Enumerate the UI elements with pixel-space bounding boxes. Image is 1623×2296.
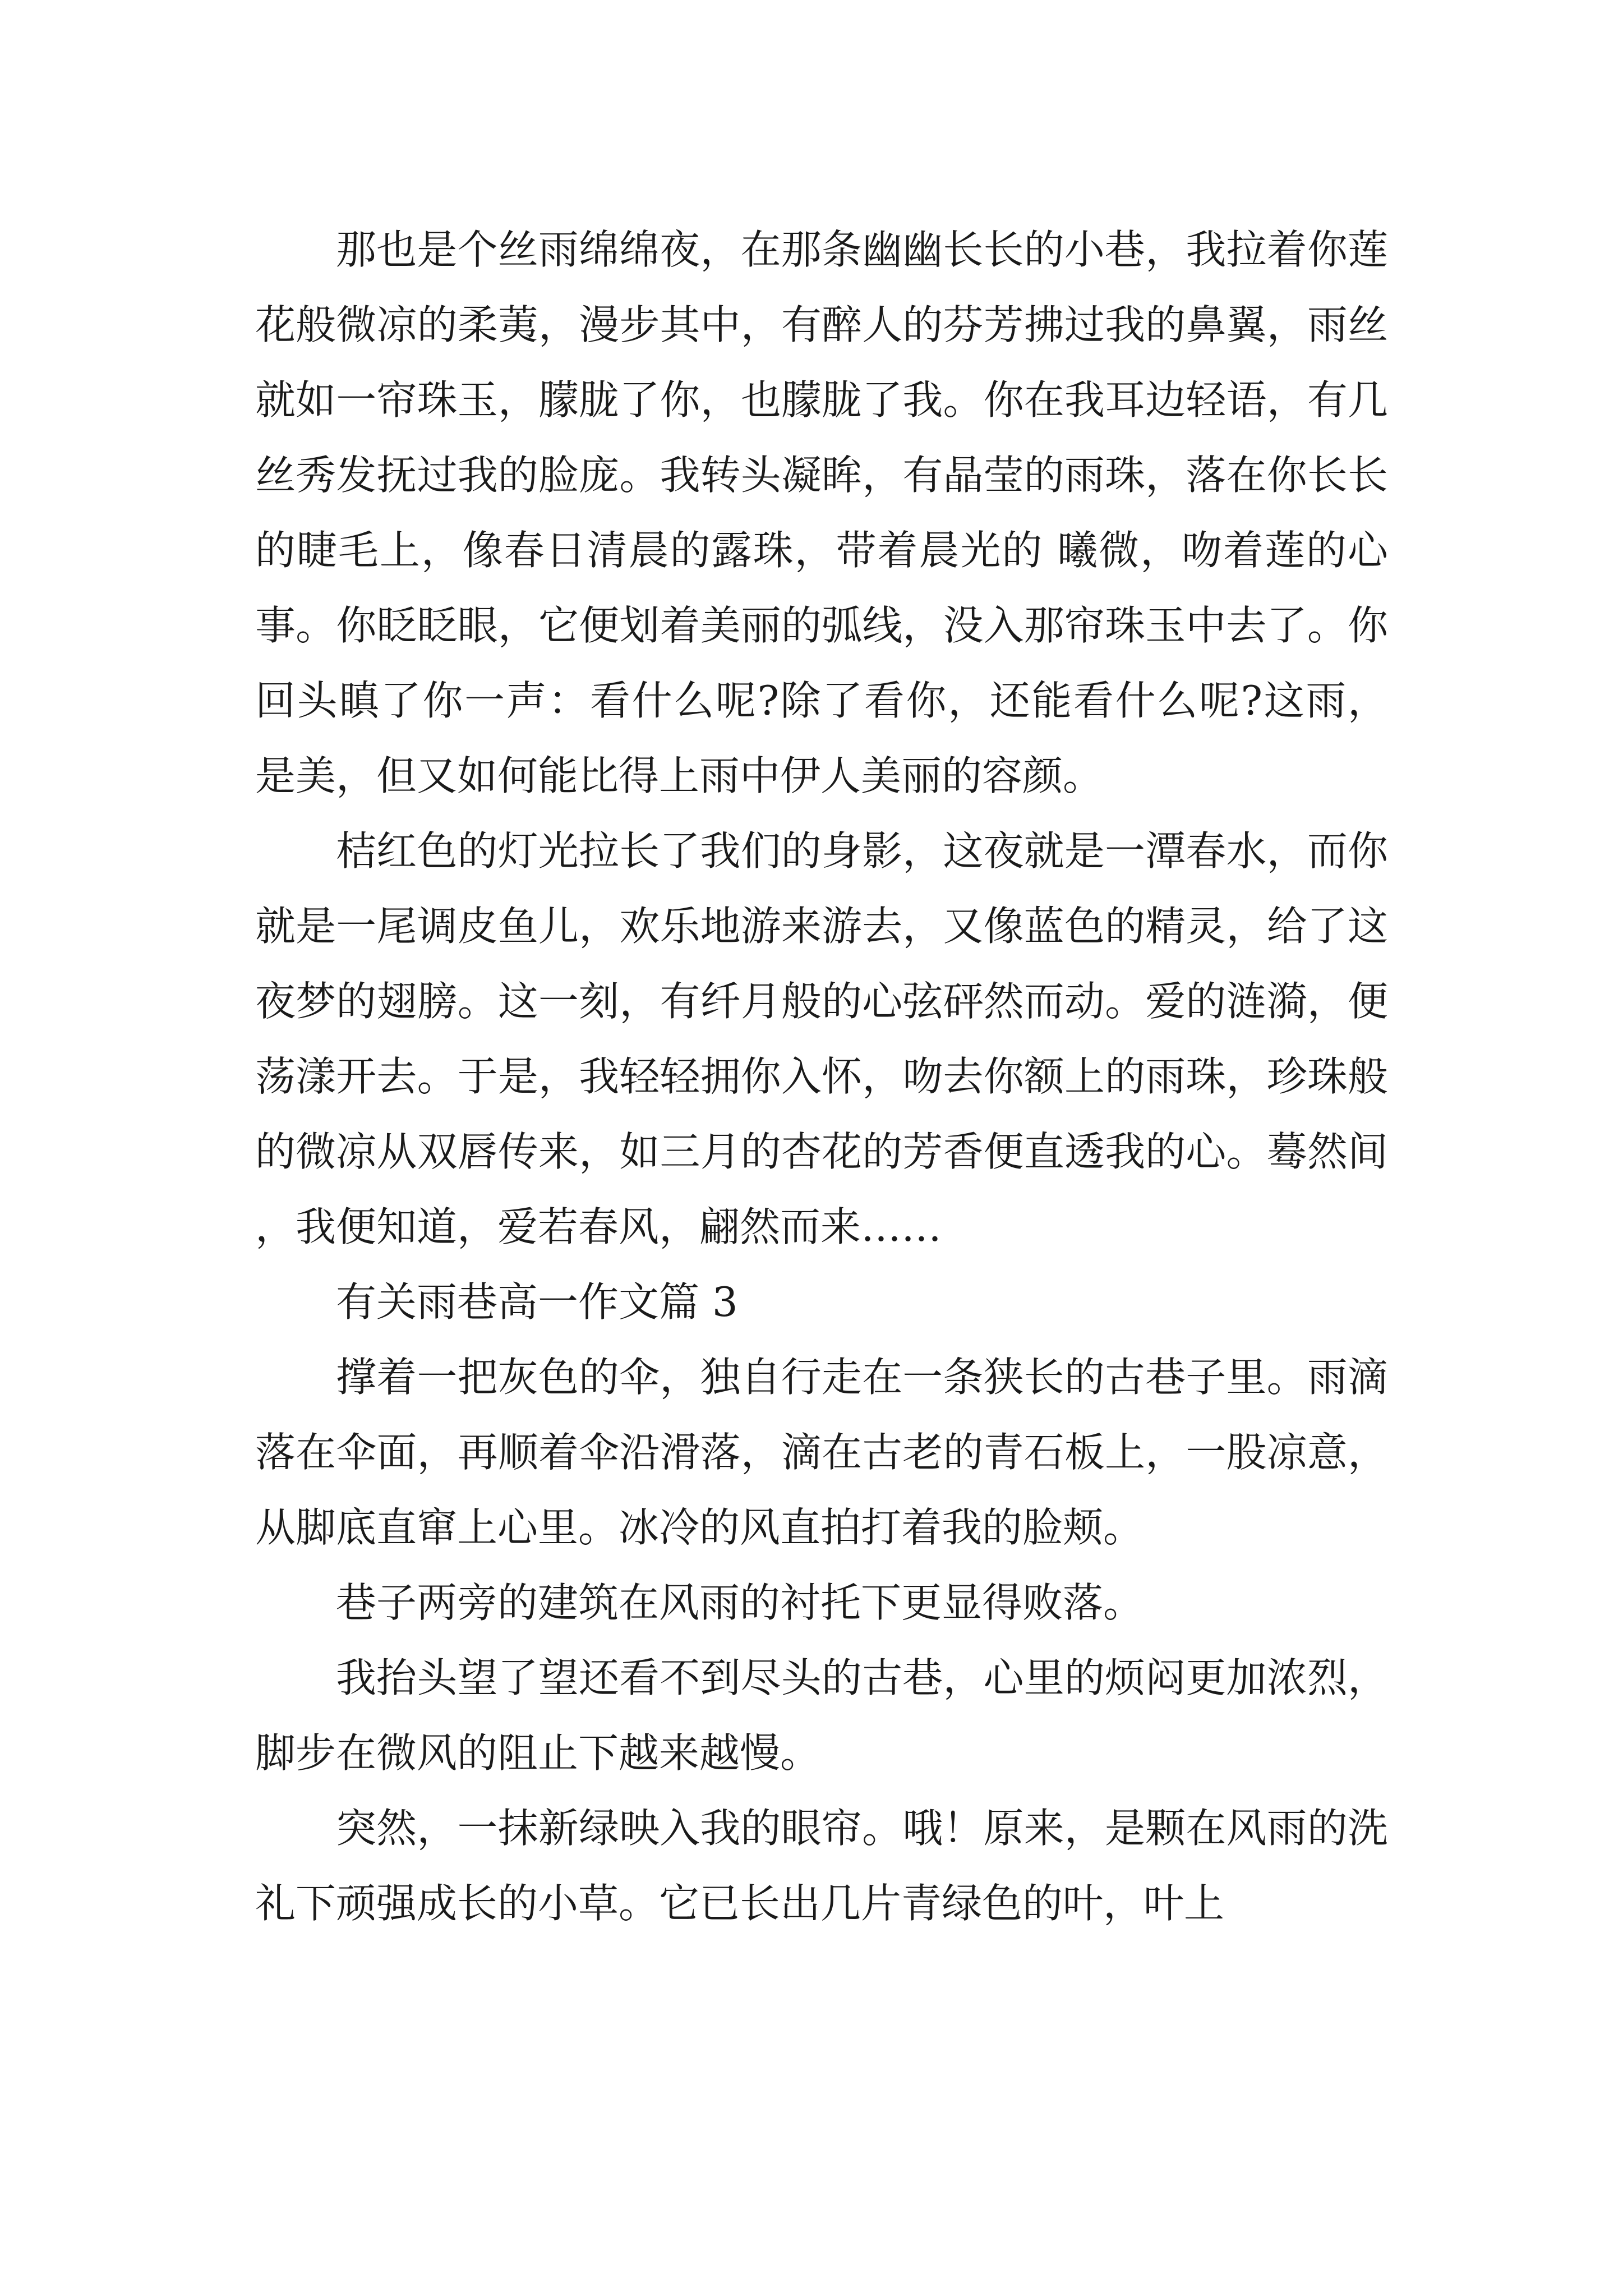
- paragraph-grey-umbrella: 撑着一把灰色的伞，独自行走在一条狭长的古巷子里。雨滴落在伞面，再顺着伞沿滑落，滴在古老的青石板上，一股凉意，从脚底直窜上心里。冰冷的风直拍打着我的脸颊。: [255, 1354, 1388, 1551]
- paragraph-buildings: 巷子两旁的建筑在风雨的衬托下更显得败落。: [336, 1579, 1144, 1626]
- paragraph-new-green: 突然，一抹新绿映入我的眼帘。哦！原来，是颗在风雨的洗礼下顽强成长的小草。它已长出几片青绿色的叶，叶上: [255, 1805, 1388, 1927]
- paragraph-rain-night: 那也是个丝雨绵绵夜，在那条幽幽长长的小巷，我拉着你莲花般微凉的柔荑，漫步其中，有醉人的芬芳拂过我的鼻翼，雨丝就如一帘珠玉，朦胧了你，也朦胧了我。你在我耳边轻语，有几丝秀发抚过我的脸庞。我转头凝眸，有晶莹的雨珠，落在你长长的睫毛上，像春日清晨的露珠，带着晨光的 曦微，吻着莲的心事。你眨眨眼，它便划着美丽的弧线，没入那帘珠玉中去了。你回头瞋了你一声：看什么呢?除了看你，还能看什么呢?这雨，是美，但又如何能比得上雨中伊人美丽的容颜。: [255, 226, 1388, 799]
- paragraph-look-up: 我抬头望了望还看不到尽头的古巷，心里的烦闷更加浓烈，脚步在微风的阻止下越来越慢。: [255, 1654, 1388, 1777]
- section-heading: 有关雨巷高一作文篇 3: [336, 1278, 738, 1326]
- document-body: [255, 212, 1388, 1941]
- paragraph-orange-light: 桔红色的灯光拉长了我们的身影，这夜就是一潭春水，而你就是一尾调皮鱼儿，欢乐地游来游去，又像蓝色的精灵，给了这夜梦的翅膀。这一刻，有纤月般的心弦砰然而动。爱的涟漪，便荡漾开去。于是，我轻轻拥你入怀，吻去你额上的雨珠，珍珠般的微凉从双唇传来，如三月的杏花的芳香便直透我的心。蓦然间，我便知道，爱若春风，翩然而来……: [255, 827, 1388, 1250]
